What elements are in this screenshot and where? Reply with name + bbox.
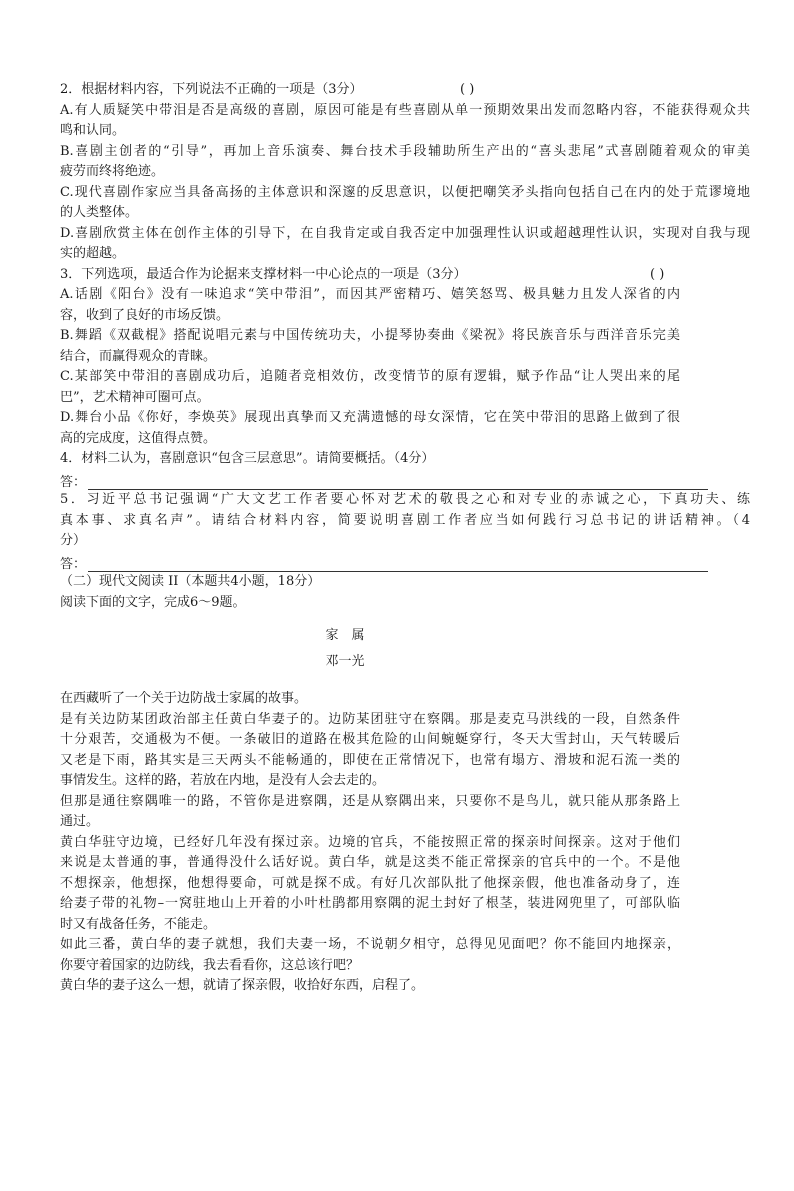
q5-line1: 5．习近平总书记强调“广大文艺工作者要心怀对艺术的敬畏之心和对专业的赤诚之心，下真功夫、练 bbox=[60, 492, 750, 507]
q3-stem-text: 3．下列选项，最适合作为论据来支撑材料一中心论点的一项是（3分） bbox=[60, 266, 467, 282]
article-paragraph bbox=[60, 689, 680, 710]
paragraph-line: 不想探亲，他想探，他想得要命，可就是探不成。有好几次部队批了他探亲假，他也准备动身了，连 bbox=[60, 875, 680, 891]
q3-option-c-line1: C.某部笑中带泪的喜剧成功后，追随者竞相效仿，改变情节的原有逻辑，赋予作品“让人哭出来的尾 bbox=[60, 369, 680, 384]
q3-answer-paren: ( ) bbox=[650, 266, 665, 282]
article-paragraph bbox=[60, 792, 680, 833]
q2-option-b bbox=[60, 142, 750, 183]
q3-option-a-line2: 容，收到了良好的市场反馈。 bbox=[60, 307, 230, 323]
q2-option-b-line2: 疲劳而终将绝迹。 bbox=[60, 164, 165, 179]
paragraph-line: 但那是通往察隅唯一的路，不管你是进察隅，还是从察隅出来，只要你不是鸟儿，就只能从那条路上 bbox=[60, 793, 680, 809]
q2-option-c-line1: C.现代喜剧作家应当具备高扬的主体意识和深邃的反思意识，以便把嘲笑矛头指向包括自己在内的处于荒谬境地 bbox=[60, 184, 750, 200]
paragraph-line: 给妻子带的礼物–一窝驻地山上开着的小叶杜鹃都用察隅的泥土封好了根茎，装进网兜里了，可部队临 bbox=[60, 896, 680, 911]
paragraph-line: 通过。 bbox=[60, 814, 100, 829]
q5-stem bbox=[60, 490, 750, 552]
q2-option-a-line1: A.有人质疑笑中带泪是否是高级的喜剧，原因可能是有些喜剧从单一预期效果出发而忽略内容，不能获得观众共 bbox=[60, 102, 750, 118]
paragraph-line: 黄白华驻守边境，已经好几年没有探过亲。边境的官兵，不能按照正常的探亲时间探亲。这对于他们 bbox=[60, 834, 680, 850]
section-heading: （二）现代文阅读 II（本题共4小题，18分） bbox=[60, 574, 321, 589]
q2-option-c bbox=[60, 183, 750, 224]
q2-stem-text: 2．根据材料内容，下列说法不正确的一项是（3分） bbox=[60, 82, 363, 97]
q5-line2: 真本事、求真名声”。请结合材料内容，简要说明喜剧工作者应当如何践行习总书记的讲话精神。（4 bbox=[60, 512, 750, 528]
q5-answer-row bbox=[60, 552, 750, 573]
q5-answer-line[interactable] bbox=[88, 557, 708, 572]
q3-option-d bbox=[60, 408, 680, 449]
paragraph-line: 黄白华的妻子这么一想，就请了探亲假，收拾好东西，启程了。 bbox=[60, 978, 425, 993]
paragraph-line: 是有关边防某团政治部主任黄白华妻子的。边防某团驻守在察隅。那是麦克马洪线的一段，自然条件 bbox=[60, 711, 680, 727]
q2-option-d-line2: 实的超越。 bbox=[60, 246, 126, 261]
q3-option-c-line2: 巴”，艺术精神可圈可点。 bbox=[60, 389, 210, 405]
q2-stem bbox=[60, 80, 750, 101]
q2-option-c-line2: 的人类整体。 bbox=[60, 205, 139, 220]
section-instruction: 阅读下面的文字，完成6～9题。 bbox=[60, 594, 246, 610]
q3-option-d-line2: 高的完成度，这值得点赞。 bbox=[60, 430, 217, 446]
q2-answer-paren: ( ) bbox=[460, 82, 475, 97]
q2-option-a-line2: 鸣和认同。 bbox=[60, 123, 126, 138]
q2-option-b-line1: B.喜剧主创者的“引导”，再加上音乐演奏、舞台技术手段辅助所生产出的“喜头悲尾”式喜剧随着观众的审美 bbox=[60, 143, 750, 159]
q3-option-a bbox=[60, 285, 680, 326]
article-paragraph bbox=[60, 833, 680, 936]
paragraph-line: 十分艰苦，交通极为不便。一条破旧的道路在极其危险的山间蜿蜒穿行，冬天大雪封山，天气转暖后 bbox=[60, 732, 680, 747]
q2-option-a bbox=[60, 101, 750, 142]
q3-option-b-line1: B.舞蹈《双截棍》搭配说唱元素与中国传统功夫，小提琴协奏曲《梁祝》将民族音乐与西洋音乐完美 bbox=[60, 328, 680, 343]
q2-option-d bbox=[60, 224, 750, 265]
q4-answer-line[interactable] bbox=[88, 475, 708, 490]
paragraph-line: 又老是下雨，路其实是三天两头不能畅通的，即使在正常情况下，也常有塌方、滑坡和泥石流一类的 bbox=[60, 752, 680, 768]
q5-line3: 分） bbox=[60, 533, 87, 548]
q3-option-b-line2: 结合，而赢得观众的青睐。 bbox=[60, 348, 217, 364]
q4-stem: 4．材料二认为，喜剧意识“包含三层意思”。请简要概括。（4分） bbox=[60, 451, 435, 466]
paragraph-line: 时又有战备任务，不能走。 bbox=[60, 916, 217, 932]
q3-option-d-line1: D.舞台小品《你好，李焕英》展现出真挚而又充满遗憾的母女深情，它在笑中带泪的思路上做到了很 bbox=[60, 410, 680, 425]
document-page bbox=[60, 80, 750, 997]
q4-answer-row bbox=[60, 470, 750, 491]
article-paragraph bbox=[60, 710, 680, 792]
q2-option-d-line1: D.喜剧欣赏主体在创作主体的引导下，在自我肯定或自我否定中加强理性认识或超越理性认识，实现对自我与现 bbox=[60, 225, 750, 241]
paragraph-line: 事情发生。这样的路，若放在内地，是没有人会去走的。 bbox=[60, 773, 386, 788]
q3-option-b bbox=[60, 326, 680, 367]
article-title: 家 属 bbox=[325, 628, 365, 643]
q4-answer-label: 答： bbox=[60, 475, 87, 490]
article-body bbox=[60, 689, 680, 997]
paragraph-line: 如此三番，黄白华的妻子就想，我们夫妻一场，不说朝夕相守，总得见见面吧？你不能回内地探亲， bbox=[60, 937, 680, 952]
article-paragraph bbox=[60, 935, 680, 976]
paragraph-line: 在西藏听了一个关于边防战士家属的故事。 bbox=[60, 691, 308, 706]
article-paragraph bbox=[60, 976, 680, 997]
paragraph-line: 来说是太普通的事，普通得没什么话好说。黄白华，就是这类不能正常探亲的官兵中的一个。不是他 bbox=[60, 855, 680, 870]
q5-answer-label: 答： bbox=[60, 557, 87, 572]
article-author: 邓一光 bbox=[325, 654, 365, 669]
paragraph-line: 你要守着国家的边防线，我去看看你，这总该行吧？ bbox=[60, 957, 360, 973]
q3-option-c bbox=[60, 367, 680, 408]
q3-stem bbox=[60, 265, 750, 286]
q3-option-a-line1: A.话剧《阳台》没有一味追求“笑中带泪”，而因其严密精巧、嬉笑怒骂、极具魅力且发人深省的内 bbox=[60, 287, 680, 302]
